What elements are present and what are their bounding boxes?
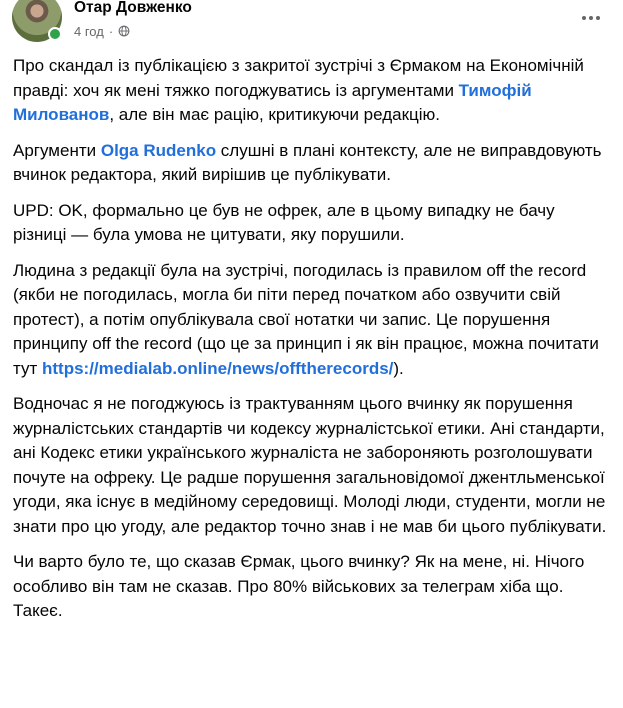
post-meta xyxy=(74,22,130,40)
post-paragraph-1 xyxy=(13,54,611,128)
mention-link[interactable]: Тимофій Милованов xyxy=(13,80,532,124)
more-dot xyxy=(582,16,586,20)
post-paragraph-2 xyxy=(13,139,611,188)
more-dot xyxy=(589,16,593,20)
post-paragraph-6: Чи варто було те, що сказав Єрмак, цього вчинку? Як на мене, ні. Нічого особливо він там не сказав. Про 80% військових за телеграм хіба що. Такеє. xyxy=(13,552,585,620)
author-avatar-wrap[interactable] xyxy=(12,0,62,42)
post-body xyxy=(13,54,611,635)
paragraph-text: Про скандал із публікацією з закритої зустрічі з Єрмаком на Економічній правді: хоч як мені тяжко погоджуватись із аргументами xyxy=(13,56,584,100)
paragraph-text: Людина з редакції була на зустрічі, погодилась із правилом off the record (якби не погодилась, могла би піти перед початком або озвучити свій протест), а потім опублікувала свої нотатки чи запис. Це порушення принципу off the record (що це за принцип і як він працює, можна почитати тут xyxy=(13,260,599,378)
paragraph-text: Аргументи xyxy=(13,140,101,160)
post-time[interactable]: 4 год xyxy=(74,23,104,39)
mention-link[interactable]: Olga Rudenko xyxy=(100,140,217,160)
post-paragraph-3: UPD: OK, формально це був не офрек, але в цьому випадку не бачу різниці — була умова не цитувати, яку порушили. xyxy=(13,200,555,244)
more-options-button[interactable] xyxy=(575,2,607,34)
paragraph-text: ). xyxy=(393,358,404,378)
post-paragraph-5: Водночас я не погоджуюсь із трактуванням цього вчинку як порушення журналістських стандартів чи кодексу журналістської етики. Ані стандарти, ані Кодекс етики українського журналіста не забороняють розголошувати почуте на офреку. Це радше порушення загальновідомої джентльменської угоди, яка існує в медійному середовищі. Молоді люди, студенти, могли не знати про цю угоду, але редактор точно знав і не мав би цього публікувати. xyxy=(13,394,607,536)
globe-icon[interactable] xyxy=(118,25,130,37)
paragraph-text: слушні в плані контексту, але не виправдовують вчинок редактора, який вирішив це публікувати. xyxy=(13,140,602,184)
external-link[interactable]: https://medialab.online/news/offtherecords/ xyxy=(42,358,394,378)
post-header xyxy=(0,0,623,48)
paragraph-text: , але він має рацію, критикуючи редакцію. xyxy=(109,105,441,124)
meta-separator: · xyxy=(108,23,114,39)
online-status-dot xyxy=(48,27,62,41)
post-paragraph-4 xyxy=(13,259,611,382)
more-dot xyxy=(596,16,600,20)
author-name[interactable]: Отар Довженко xyxy=(74,0,192,16)
